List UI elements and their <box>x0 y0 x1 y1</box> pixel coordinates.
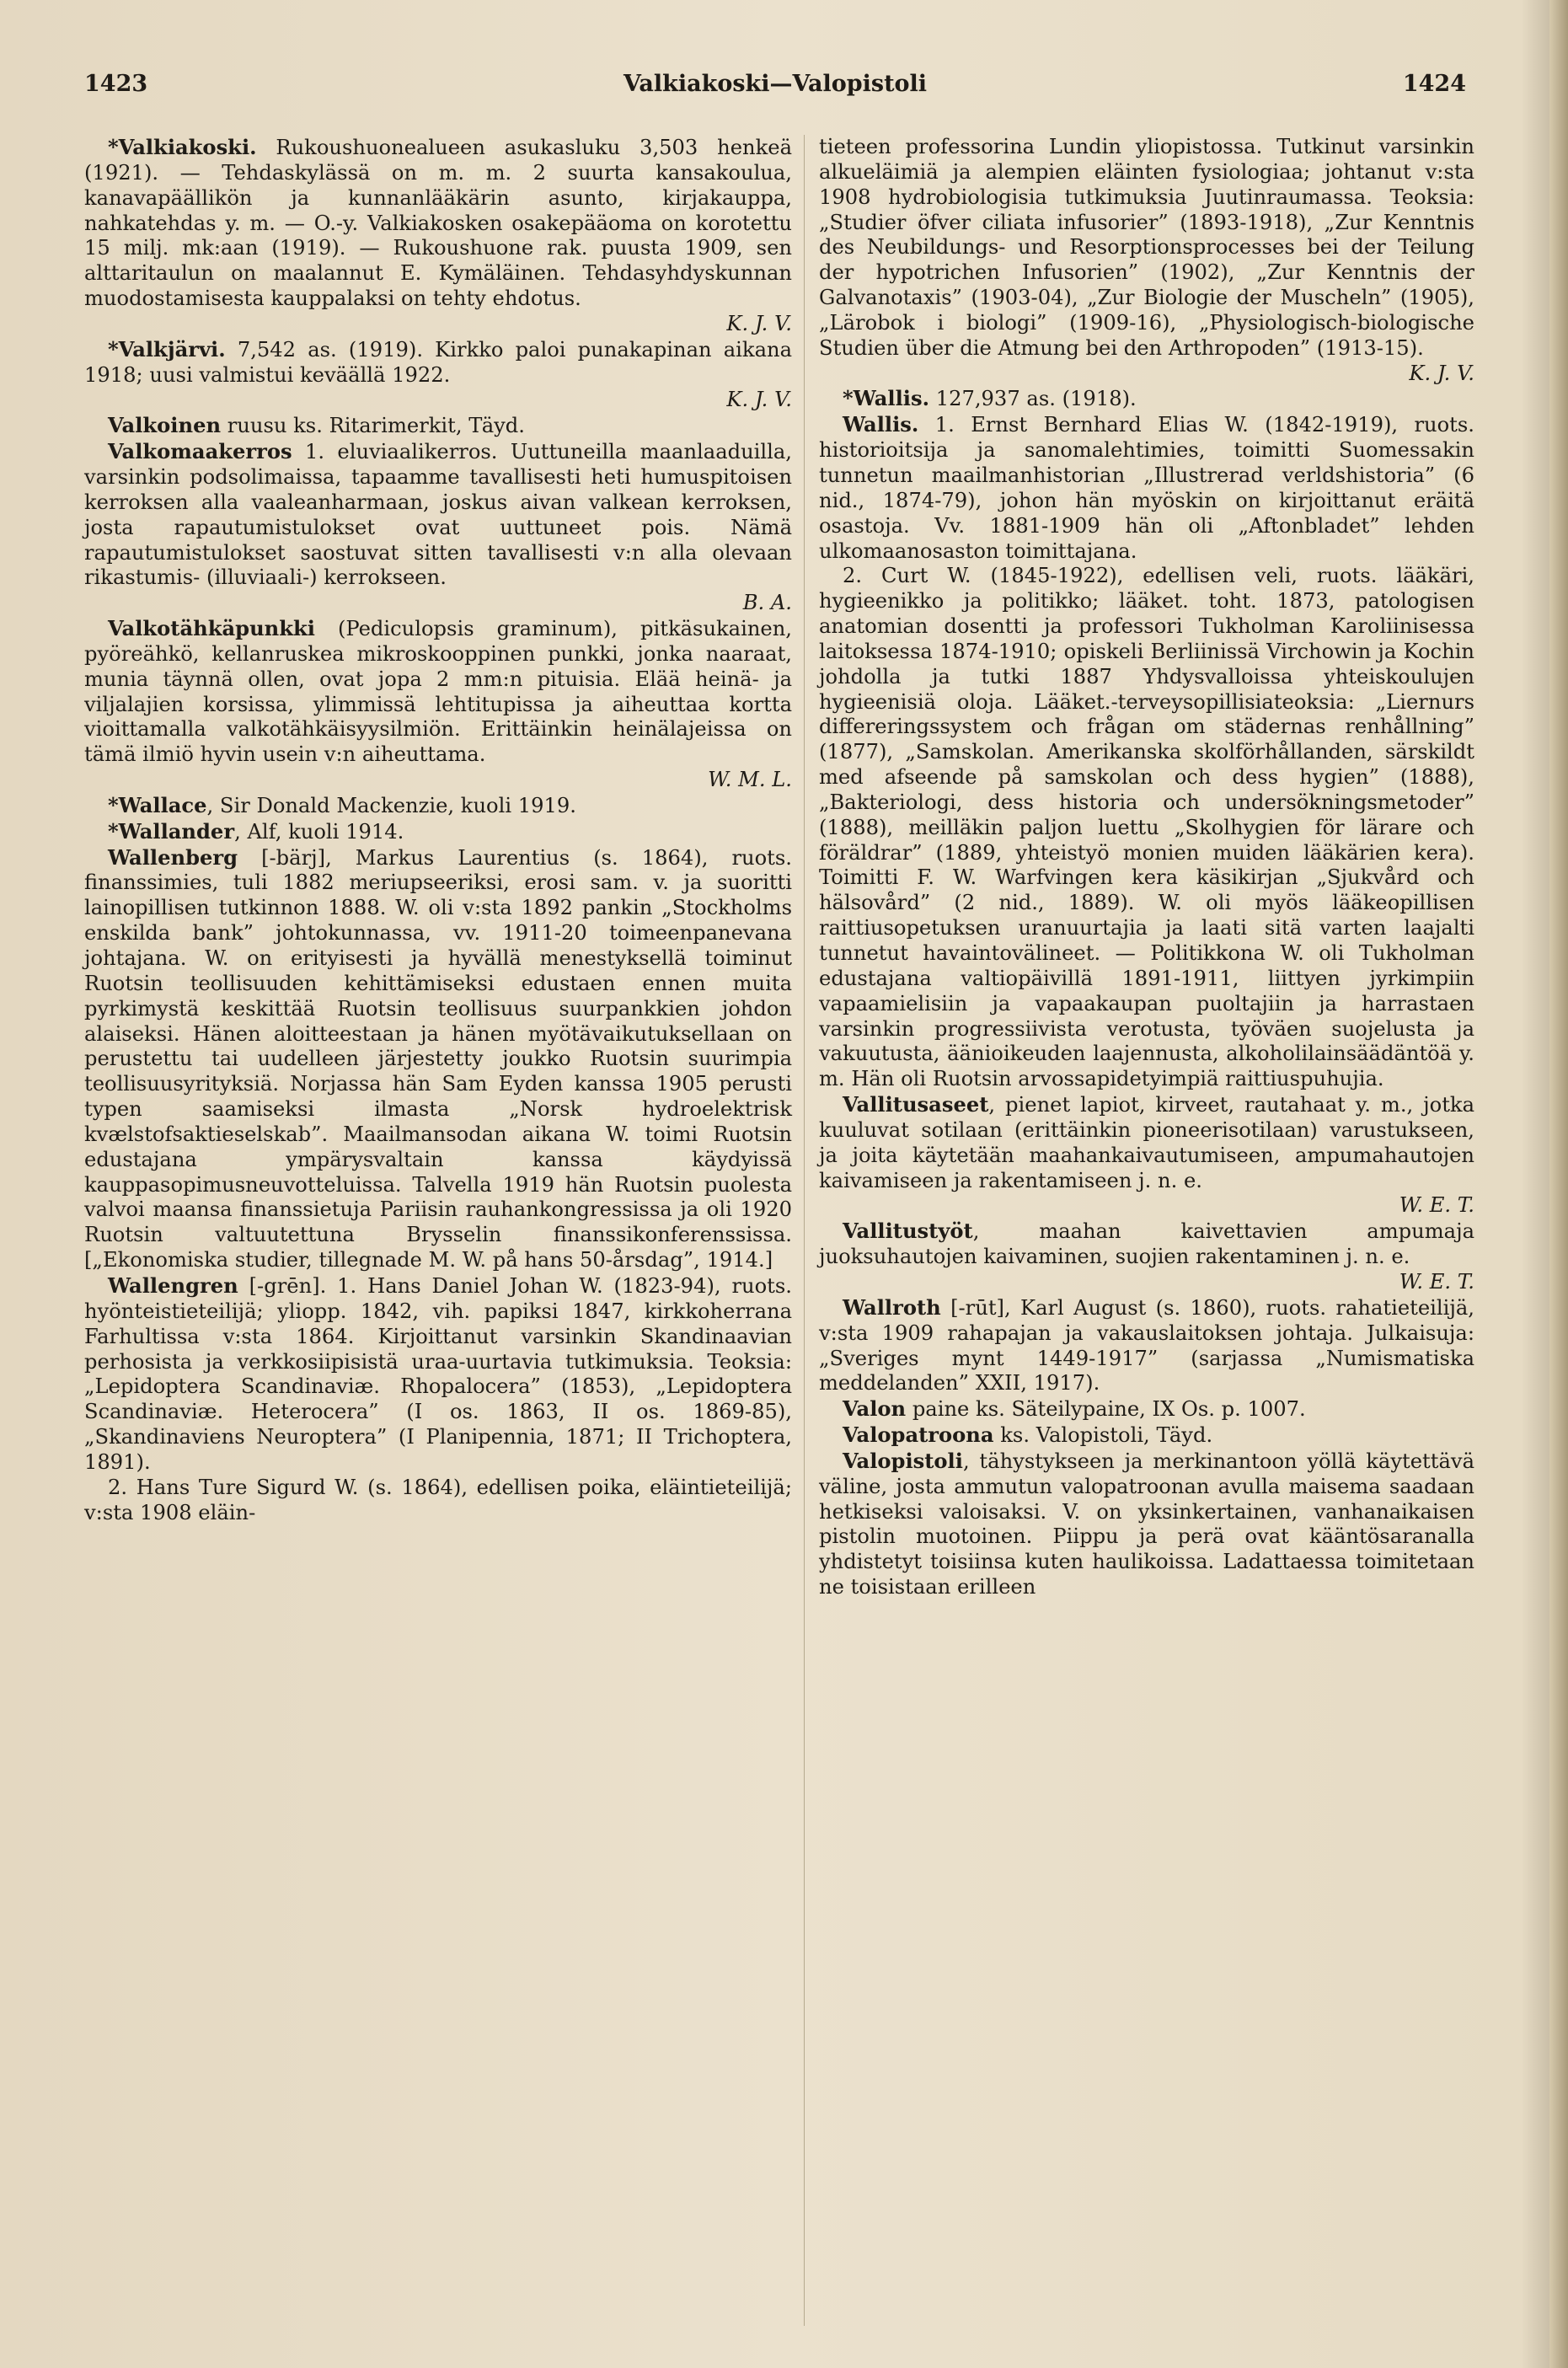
entry-wallis-2: 2. Curt W. (1845-1922), edellisen veli, ruots. lääkäri, hygieenikko ja politikko; lääket. toht. 1873, patologisen anatomian dosentti ja professori Tukholman Karoliinisessa laitoksessa 1874-1910; opiskeli Berliinissä Virchowin ja Kochin johdolla ja tutki 1887 Yhdysvalloissa yhteiskoulujen hygieenisiä oloja. Lääket.-terveysopillisiateoksia: „Liernurs differeringssystem och frågan om städernas renhållning” (1877), „Samskolan. Amerikanska skolförhållanden, särskildt med afseende på samskolan och dess hygien” (1888), „Bakteriologi, dess historia och undersökningsmetoder” (1888), meilläkin paljon luettu „Skolhygien för lärare och föräldrar” (1889, yhteistyö monien muiden lääkärien kera). Toimitti F. W. Warfvingen kera käsikirjan „Sjukvård och hälsovård” (2 nid., 1889). W. oli myös lääkeopillisen raittiusopetuksen uranuurtajia ja laati sitä varten laajalti tunnetut havaintovälineet. — Politikkona W. oli Tukholman edustajana valtiopäivillä 1891-1911, liittyen jyrkimpiin vapaamielisiin ja vapaakaupan puoltajiin ja harrastaen varsinkin progressiivista verotusta, työväen suojelusta ja vakuutusta, äänioikeuden laajennusta, alkoholilainsäädäntöä y. m. Hän oli Ruotsin arvossapidetyimpiä raittiuspuhujia. <box>819 564 1474 1091</box>
signature: K. J. V. <box>1409 361 1474 385</box>
entry-wallis-place: *Wallis. 127,937 as. (1918). <box>843 386 1137 411</box>
signature: W. E. T. <box>1399 1193 1474 1218</box>
entry-valopatroona: Valopatroona ks. Valopistoli, Täyd. <box>843 1422 1213 1448</box>
entry-wallander: *Wallander, Alf, kuoli 1914. <box>108 818 404 844</box>
entry-valkjarvi: *Valkjärvi. 7,542 as. (1919). Kirkko paloi punakapinan aikana 1918; uusi valmistui keväällä 1922. K. J. V. <box>84 336 792 412</box>
entry-wallenberg: Wallenberg [-bärj], Markus Laurentius (s. 1864), ruots. finanssimies, tuli 1882 meriupseeriksi, erosi sam. v. ja suoritti lainopillisen tutkinnon 1888. W. oli v:sta 1892 pankin „Stockholms enskilda bank” johtokunnassa, vv. 1911-20 toimeenpanevana johtajana. W. on erityisesti ja hyvällä menestyksellä toiminut Ruotsin teollisuuden kehittämiseksi edustaen ennen muita pyrkimystä keskittää Ruotsin teollisuus suurpankkien johdon alaiseksi. Hänen aloitteestaan ja hänen myötävaikutuksellaan on perustettu tai uudelleen järjestetty joukko Ruotsin suurimpia teollisuusyrityksiä. Norjassa hän Sam Eyden kanssa 1905 perusti typen saamiseksi ilmasta „Norsk hydroelektrisk kvælstofsaktieselskab”. Maailmansodan aikana W. toimi Ruotsin edustajana ympärysvaltain kanssa käydyissä kauppasopimusneuvotteluissa. Talvella 1919 hän Ruotsin puolesta valvoi maansa finanssietuja Pariisin rauhankongressissa ja oli 1920 Ruotsin valtuutettuna Brysselin finanssikonferenssissa. [„Ekonomiska studier, tillegnade M. W. på hans 50-årsdag”, 1914.] <box>84 844 792 1272</box>
signature: K. J. V. <box>726 311 792 335</box>
entry-vallitustyot: Vallitustyöt, maahan kaivettavien ampumaja juoksuhautojen kaivaminen, suojien rakentaminen j. n. e. W. E. T. <box>819 1219 1474 1294</box>
entry-valon-paine: Valon paine ks. Säteilypaine, IX Os. p. 1007. <box>843 1396 1306 1422</box>
entry-wallengren-continued: tieteen professorina Lundin yliopistossa. Tutkinut varsinkin alkueläimiä ja alempien eläinten fysiologiaa; johtanut v:sta 1908 hydrobiologisia tutkimuksia Juutinraumassa. Teoksia: „Studier öfver ciliata infusorier” (1893-1918), „Zur Kenntnis des Neubildungs- und Resorptionsprocesses bei der Teilung der hypotrichen Infusorien” (1902), „Zur Kenntnis der Galvanotaxis” (1903-04), „Zur Biologie der Muscheln” (1905), „Lärobok i biologi” (1909-16), „Physiologisch-biologische Studien über die Atmung bei den Arthropoden” (1913-15). K. J. V. <box>819 135 1474 385</box>
page-number-left: 1423 <box>84 71 148 97</box>
entry-wallroth: Wallroth [-rūt], Karl August (s. 1860), ruots. rahatieteilijä, v:sta 1909 rahapajan ja vakauslaitoksen johtaja. Julkaisuja: „Sveriges mynt 1449-1917” (sarjassa „Numismatiska meddelanden” XXII, 1917). <box>819 1294 1474 1396</box>
entry-wallis-1: Wallis. 1. Ernst Bernhard Elias W. (1842-1919), ruots. historioitsija ja sanomalehtimies, toimitti Suomessakin tunnetun maailmanhistorian „Illustrerad verldshistoria” (6 nid., 1874-79), johon hän myöskin on kirjoittanut eräitä osastoja. Vv. 1881-1909 hän oli „Aftonbladet” lehden ulkomaanosaston toimittajana. <box>819 412 1474 563</box>
page-edge <box>1549 0 1568 2368</box>
entry-valkomaakerros: Valkomaakerros 1. eluviaalikerros. Uuttuneilla maanlaaduilla, varsinkin podsolimaissa, tapaamme tavallisesti heti humuspitoisen kerroksen alla vaaleanharmaan, joskus aivan valkean kerroksen, josta rapautumistulokset ovat uuttuneet pois. Nämä rapautumistulokset saostuvat sitten tavallisesti v:n alla olevaan rikastumis- (illuviaali-) kerrokseen. B. A. <box>84 439 792 615</box>
entry-valopistoli: Valopistoli, tähystykseen ja merkinantoon yöllä käytettävä väline, josta ammutun valopatroonan avulla maisema saadaan hetkiseksi valoisaksi. V. on yksinkertainen, vanhanaikaisen pistolin muotoinen. Piippu ja perä ovat kääntösaranalla yhdistetyt toisiinsa kuten haulikoissa. Ladattaessa toimitetaan ne toisistaan erilleen <box>819 1448 1474 1599</box>
page-header <box>84 71 1466 113</box>
signature: W. M. L. <box>708 768 792 792</box>
page-number-right: 1424 <box>1402 71 1466 97</box>
entry-wallace: *Wallace, Sir Donald Mackenzie, kuoli 1919. <box>108 792 576 817</box>
entry-valkoinen-ruusu: Valkoinen ruusu ks. Ritarimerkit, Täyd. <box>108 413 525 438</box>
entry-wallengren-2: 2. Hans Ture Sigurd W. (s. 1864), edellisen poika, eläintieteilijä; v:sta 1908 eläin- <box>84 1475 792 1524</box>
running-title: Valkiakoski—Valopistoli <box>623 71 928 97</box>
column-divider <box>804 135 805 2326</box>
entry-valkotahkapunkki: Valkotähkäpunkki (Pediculopsis graminum), pitkäsukainen, pyöreähkö, kellanruskea mikroskooppinen punkki, jonka naaraat, munia täynnä ollen, ovat jopa 2 mm:n pituisia. Elää heinä- ja viljalajien korsissa, ylimmissä lehtitupissa ja aiheuttaa kortta vioittamalla valkotähkäisyysilmiön. Erittäinkin heinälajeissa on tämä ilmiö hyvin usein v:n aiheuttama. W. M. L. <box>84 616 792 792</box>
entry-wallengren-1: Wallengren [-grēn]. 1. Hans Daniel Johan W. (1823-94), ruots. hyönteistieteilijä; yliopp. 1842, vih. papiksi 1847, kirkkoherrana Farhultissa v:sta 1864. Kirjoittanut varsinkin Skandinaavian perhosista ja verkkosiipisistä uraa-uurtavia tutkimuksia. Teoksia: „Lepidoptera Scandinaviæ. Rhopalocera” (1853), „Lepidoptera Scandinaviæ. Heterocera” (I os. 1863, II os. 1869-85), „Skandinaviens Neuroptera” (I Planipennia, 1871; II Trichoptera, 1891). <box>84 1272 792 1474</box>
signature: B. A. <box>742 591 792 615</box>
entry-vallitusaseet: Vallitusaseet, pienet lapiot, kirveet, rautahaat y. m., jotka kuuluvat sotilaan (erittäinkin pioneerisotilaan) varustukseen, ja joita käytetään maahankaivautumiseen, ampumahautojen kaivamiseen ja rakentamiseen j. n. e. W. E. T. <box>819 1092 1474 1218</box>
signature: K. J. V. <box>726 388 792 412</box>
entry-valkiakoski: *Valkiakoski. Rukoushuonealueen asukasluku 3,503 henkeä (1921). — Tehdaskylässä on m. m. 2 suurta kansakoulua, kanavapäällikön ja kunnanlääkärin asunto, kirjakauppa, nahkatehdas y. m. — O.-y. Valkiakosken osakepääoma on korotettu 15 milj. mk:aan (1919). — Rukoushuone rak. puusta 1909, sen alttaritaulun on maalannut E. Kymäläinen. Tehdasyhdyskunnan muodostamisesta kauppalaksi on tehty ehdotus. K. J. V. <box>84 135 792 335</box>
signature: W. E. T. <box>1399 1269 1474 1294</box>
left-column <box>84 135 792 1525</box>
right-column <box>819 135 1474 1600</box>
